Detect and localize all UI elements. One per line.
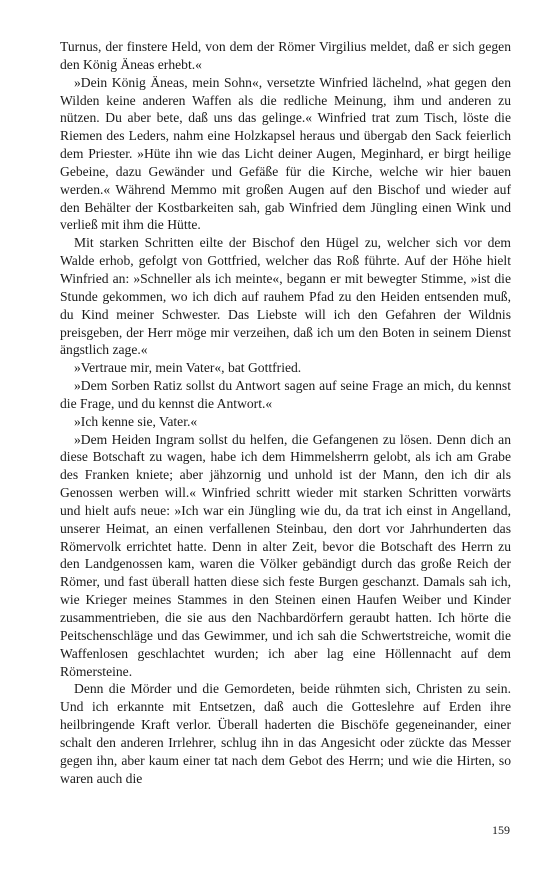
page-body	[60, 38, 511, 787]
paragraph: »Vertraue mir, mein Vater«, bat Gottfried.	[74, 360, 302, 376]
paragraph: »Dem Heiden Ingram sollst du helfen, die Gefangenen zu lösen. Denn dich an diese Botschaft zu wagen, habe ich dem Himmelsherrn gelobt, als ich am Grabe des Franken kniete; aber jähzornig und unhold ist der Mann, den ich dir als Genossen werben will.« Winfried schritt wieder mit starken Schritten vorwärts und hielt aufs neue: »Ich war ein Jüngling wie du, da trat ich einst in Angelland, unserer Heimat, an einen verfallenen Steinbau, den dort vor Jahrhunderten das Römervolk errichtet hatte. Denn in alter Zeit, bevor die Botschaft des Herrn zu den Landgenossen kam, waren die Völker gebändigt durch das große Reich der Römer, und fast überall hatten diese sich feste Burgen geschanzt. Damals sah ich, wie Krieger meines Stammes in den Steinen einen Haufen Weiber und Kinder zusammentrieben, die sie aus den Nachbardörfern geraubt hatten. Ich hörte die Peitschenschläge und das Gewimmer, und ich sah die Schwertstreiche, womit die Waffenlosen geschlachtet wurden; ich aber lag eine Höllennacht auf dem Römersteine.	[60, 431, 511, 679]
paragraph: »Dem Sorben Ratiz sollst du Antwort sagen auf seine Frage an mich, du kennst die Frage, und du kennst die Antwort.«	[60, 378, 511, 411]
paragraph: »Dein König Äneas, mein Sohn«, versetzte Winfried lächelnd, »hat gegen den Wilden keine anderen Waffen als die redliche Meinung, ihm und anderen zu nützen. Du aber bete, daß uns das gelinge.« Winfried trat zum Tisch, löste die Riemen des Leders, nahm eine Holzkapsel heraus und übergab den Sack feierlich dem Priester. »Hüte ihn wie das Licht deiner Augen, Meginhard, er birgt heilige Gebeine, dazu Gewänder und Gefäße für die Kirche, welche wir hier bauen werden.« Während Memmo mit großen Augen auf den Bischof und wieder auf den Behälter der Kostbarkeiten sah, gab Winfried dem Jüngling einen Wink und verließ mit ihm die Hütte.	[60, 74, 511, 233]
paragraph: Turnus, der finstere Held, von dem der Römer Virgilius meldet, daß er sich gegen den König Äneas erhebt.«	[60, 39, 511, 72]
page-number: 159	[492, 823, 510, 837]
paragraph: Denn die Mörder und die Gemordeten, beide rühmten sich, Christen zu sein. Und ich erkannte mit Entsetzen, daß auch die Gotteslehre auf Erden ihre heilbringende Kraft verlor. Überall haderten die Bischöfe gegeneinander, einer schalt den anderen Irrlehrer, schlug ihn in das Angesicht oder zückte das Messer gegen ihn, aber kaum einer tat nach dem Gebot des Herrn; und wie die Hirten, so waren auch die	[60, 681, 511, 786]
paragraph: »Ich kenne sie, Vater.«	[74, 413, 198, 429]
paragraph: Mit starken Schritten eilte der Bischof den Hügel zu, welcher sich vor dem Walde erhob, gefolgt von Gottfried, welcher das Roß führte. Auf der Höhe hielt Winfried an: »Schneller als ich meinte«, begann er mit bewegter Stimme, »ist die Stunde gekommen, wo ich dich auf rauhem Pfad zu den Heiden entsenden muß, du Kind meiner Schwester. Das Liebste will ich den Gefahren der Wildnis preisgeben, der Herr möge mir verzeihen, daß ich um den Boten in seinem Dienst ängstlich zage.«	[60, 235, 511, 358]
